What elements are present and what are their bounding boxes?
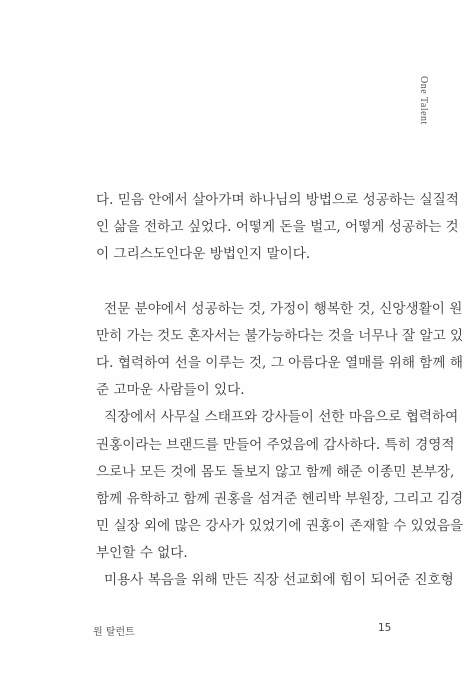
paragraph-gap — [96, 269, 404, 296]
footer-book-title: 원 탈런트 — [93, 627, 135, 638]
text-line: 함께 유학하고 함께 권홍을 섬겨준 헨리박 부원장, 그리고 김경 — [96, 490, 464, 507]
text-line: 다. 협력하여 선을 이루는 것, 그 아름다운 열매를 위해 함께 해 — [96, 354, 464, 371]
page-number: 15 — [378, 622, 392, 634]
text-line: 다. 믿음 안에서 살아가며 하나님의 방법으로 성공하는 실질적 — [96, 192, 459, 208]
text-line: 권홍이라는 브랜드를 만들어 주었음에 감사하다. 특히 경영적 — [96, 436, 455, 453]
text-line: 으로나 모든 것에 몸도 돌보지 않고 함께 해준 이종민 본부장, — [96, 463, 455, 480]
text-line: 부인할 수 없다. — [96, 545, 188, 562]
body-text — [96, 187, 464, 595]
text-line: 만히 가는 것도 혼자서는 불가능하다는 것을 너무나 잘 알고 있 — [96, 327, 464, 344]
text-line: 직장에서 사무실 스태프와 강사들이 선한 마음으로 협력하여 — [104, 409, 459, 426]
running-head: One Talent — [418, 76, 429, 125]
text-line: 준 고마운 사람들이 있다. — [96, 382, 245, 399]
text-line: 민 실장 외에 많은 강사가 있었기에 권홍이 존재할 수 있었음을 — [96, 518, 464, 535]
text-line: 이 그리스도인다운 방법인지 말이다. — [96, 246, 311, 263]
text-line: 인 삶을 전하고 싶었다. 어떻게 돈을 벌고, 어떻게 성공하는 것 — [96, 219, 459, 236]
text-line: 미용사 복음을 위해 만든 직장 선교회에 힘이 되어준 진호형 — [104, 572, 454, 589]
text-line: 전문 분야에서 성공하는 것, 가정이 행복한 것, 신앙생활이 원 — [104, 300, 463, 317]
